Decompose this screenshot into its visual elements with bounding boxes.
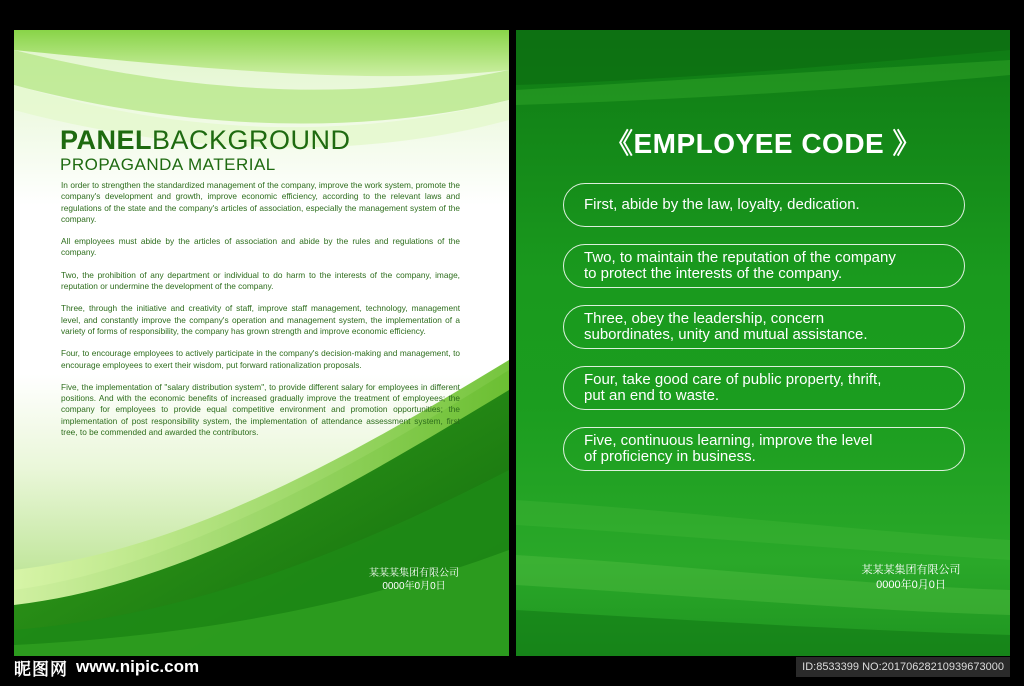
left-heading xyxy=(60,125,351,174)
rule-line: Five, continuous learning, improve the level xyxy=(584,432,873,449)
watermark xyxy=(14,656,199,678)
body-text xyxy=(61,180,460,449)
right-date: 0000年0月0日 xyxy=(876,579,946,591)
rule-line: to protect the interests of the company. xyxy=(584,265,843,282)
employee-code-title: 《EMPLOYEE CODE 》 xyxy=(604,128,922,159)
rule-line: subordinates, unity and mutual assistance. xyxy=(584,326,868,343)
rule-line: Four, take good care of public property, thrift, xyxy=(584,371,882,388)
paragraph: Two, the prohibition of any department or individual to do harm to the interests of the company, image, reputation or undermine the development of the company. xyxy=(61,269,460,292)
rule-item xyxy=(563,366,965,410)
rule-item xyxy=(563,427,965,471)
rule-line: Two, to maintain the reputation of the company xyxy=(584,249,896,266)
watermark-logo: 昵图网 xyxy=(14,659,68,679)
rule-item xyxy=(563,244,965,288)
rule-item xyxy=(563,183,965,227)
image-id-label: ID:8533399 NO:20170628210939673000 xyxy=(796,657,1010,677)
right-flyer-panel xyxy=(516,30,1010,656)
rule-line: First, abide by the law, loyalty, dedication. xyxy=(584,196,860,213)
left-date: 0000年0月0日 xyxy=(382,581,446,592)
paragraph: In order to strengthen the standardized management of the company, improve the work system, promote the company's development and growth, improve economic efficiency, according to the relevant laws and regulations of the state and the company's articles of association, especially the management system of the company. xyxy=(61,180,460,224)
paragraph: Five, the implementation of "salary distribution system", to provide different salary for employees in different positions. And with the economic benefits of increased gradually improve the treatment of employees; the company for employees to provide equal competitive environment and promotion opportunities; the implementation of post responsibility system, the implementation of attendance assessment system, first tree, to be commended and awarded the contributors. xyxy=(61,381,460,438)
rule-line: of proficiency in business. xyxy=(584,448,756,465)
left-company-name: 某某某集团有限公司 xyxy=(369,568,459,579)
rule-line: put an end to waste. xyxy=(584,387,720,404)
right-company-name: 某某某集团有限公司 xyxy=(861,564,961,576)
paragraph: Three, through the initiative and creativity of staff, improve staff management, technology, management level, and constantly improve the company's operation and management system, the implementation of a variety of forms of responsibility, the company has grown strength and improve economic efficiency. xyxy=(61,303,460,336)
watermark-url: www.nipic.com xyxy=(76,657,200,676)
paragraph: All employees must abide by the articles of association and abide by the rules and regulations of the company. xyxy=(61,236,460,258)
title-bold: PANEL xyxy=(60,125,153,155)
paragraph: Four, to encourage employees to actively participate in the company's decision-making and management, to encourage employees to exert their wisdom, put forward rationalization proposals. xyxy=(61,348,460,370)
subtitle: PROPAGANDA MATERIAL xyxy=(60,155,276,174)
left-flyer-panel xyxy=(14,30,509,656)
rule-line: Three, obey the leadership, concern xyxy=(584,310,825,327)
title-light: BACKGROUND xyxy=(152,125,351,155)
rule-item xyxy=(563,305,965,349)
